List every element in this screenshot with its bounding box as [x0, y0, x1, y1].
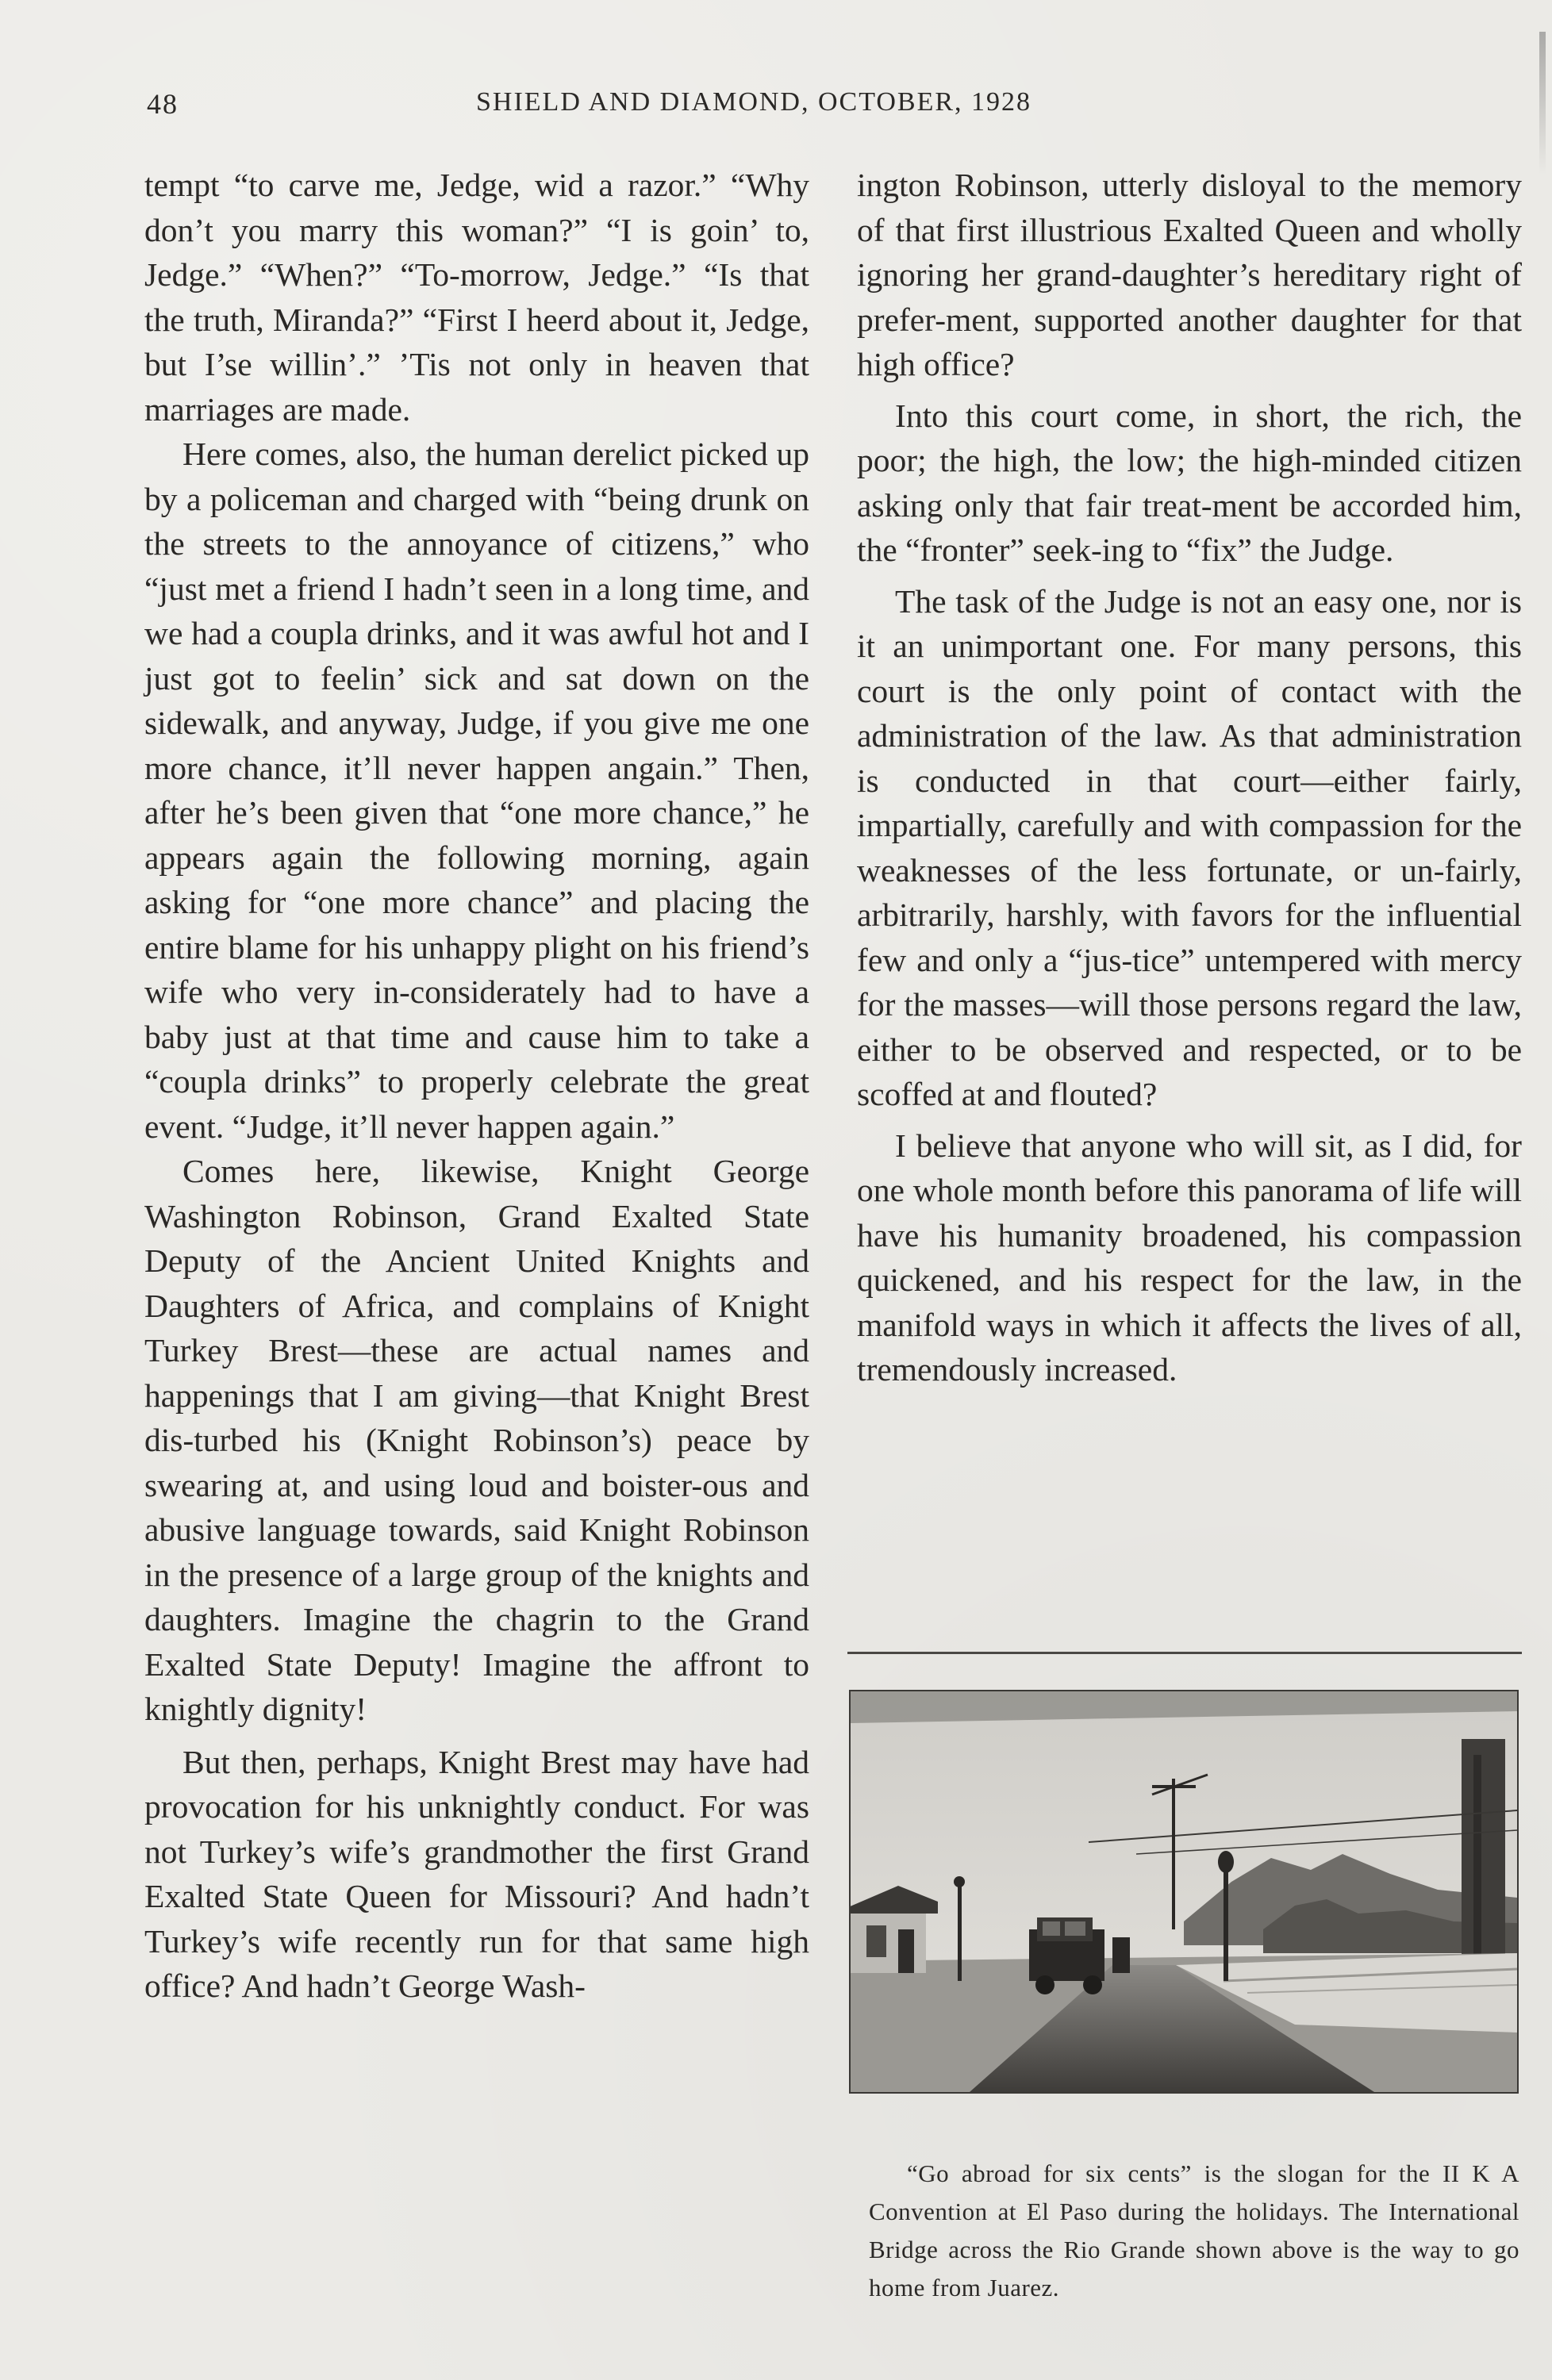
left-column: [144, 163, 809, 2009]
paragraph: I believe that anyone who will sit, as I did, for one whole month before this panorama of life will have his humanity broadened, his compassion quickened, and his respect for the law, in the manifold ways in which it affects the lives of all, tremendously increased.: [857, 1127, 1522, 1388]
page-edge-shadow: [1539, 32, 1546, 175]
paragraph: Here comes, also, the human derelict picked up by a policeman and charged with “being drunk on the streets to the annoyance of citizens,” who “just met a friend I hadn’t seen in a long time, and we had a coupla drinks, and it was awful hot and I just got to feelin’ sick and sat down on the sidewalk, and anyway, Judge, if you give me one more chance, it’ll never happen angain.” Then, after he’s been given that “one more chance,” he appears again the following morning, again asking for “one more chance” and placing the entire blame for his unhappy plight on his friend’s wife who very in-considerately had to have a baby just at that time and cause him to take a “coupla drinks” to properly celebrate the great event. “Judge, it’ll never happen again.”: [144, 436, 809, 1145]
paragraph: But then, perhaps, Knight Brest may have had provocation for his unknightly conduct. For was not Turkey’s wife’s grandmother the first Grand Exalted State Queen for Missouri? And hadn’t Turkey’s wife recently run for that same high office? And hadn’t George Wash-: [144, 1743, 809, 2004]
paragraph: Comes here, likewise, Knight George Washington Robinson, Grand Exalted State Deputy of the Ancient United Knights and Daughters of Africa, and complains of Knight Turkey Brest—these are actual names and happenings that I am giving—that Knight Brest dis-turbed his (Knight Robinson’s) peace by swearing at, and using loud and boister-ous and abusive language towards, said Knight Robinson in the presence of a large group of the knights and daughters. Imagine the chagrin to the Grand Exalted State Deputy! Imagine the affront to knightly dignity!: [144, 1153, 809, 1727]
page-header: [147, 87, 1456, 135]
paragraph: Into this court come, in short, the rich, the poor; the high, the low; the high-minded citizen asking only that fair treat-ment be accorded him, the “fronter” seek-ing to “fix” the Judge.: [857, 397, 1522, 568]
bridge-photo: [849, 1690, 1519, 2094]
bridge-photo-illustration: [851, 1691, 1517, 2092]
section-divider: [847, 1652, 1522, 1654]
photo-caption: “Go abroad for six cents” is the slogan for the II K A Convention at El Paso during the holidays. The International Bridge across the Rio Grande shown above is the way to go home from Juarez.: [869, 2159, 1519, 2301]
running-title: SHIELD AND DIAMOND, OCTOBER, 1928: [476, 87, 1032, 117]
paragraph: tempt “to carve me, Jedge, wid a razor.” “Why don’t you marry this woman?” “I is goin’ to, Jedge.” “When?” “To-morrow, Jedge.” “Is that the truth, Miranda?” “First I heerd about it, Jedge, but I’se willin’.” ’Tis not only in heaven that marriages are made.: [144, 167, 809, 428]
right-column: [857, 163, 1522, 1392]
paragraph: ington Robinson, utterly disloyal to the memory of that first illustrious Exalted Queen and wholly ignoring her grand-daughter’s hereditary right of prefer-ment, supported another daughter for that high office?: [857, 167, 1522, 382]
paragraph: The task of the Judge is not an easy one, nor is it an unimportant one. For many persons, this court is the only point of contact with the administration of the law. As that administration is conducted in that court—either fairly, impartially, carefully and with compassion for the weaknesses of the less fortunate, or un-fairly, arbitrarily, harshly, with favors for the influential few and only a “jus-tice” untempered with mercy for the masses—will those persons regard the law, either to be observed and respected, or to be scoffed at and flouted?: [857, 582, 1522, 1112]
page-number: 48: [147, 88, 179, 120]
